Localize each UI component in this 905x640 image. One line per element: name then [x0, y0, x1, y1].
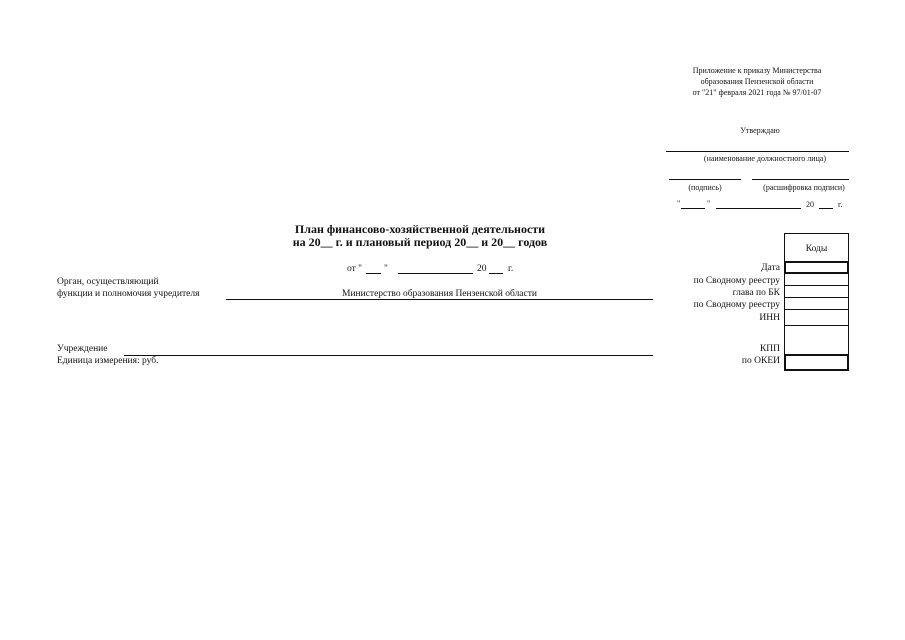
unit-label: Единица измерения: руб.	[57, 356, 159, 366]
date-prefix: от "	[347, 264, 363, 274]
approval-year-suffix: г.	[838, 200, 843, 209]
date-year-line	[489, 273, 503, 274]
date-year-suffix: г.	[508, 264, 514, 274]
date-year-prefix: 20	[477, 264, 487, 274]
approval-month-line	[716, 208, 801, 209]
approval-date-quote-close: "	[707, 199, 711, 208]
appendix-line-1: Приложение к приказу Министерства	[692, 66, 822, 75]
code-cell-inn[interactable]	[784, 309, 849, 326]
date-day-line	[366, 273, 381, 274]
consolidated-registry-label-2: по Сводному реестру	[693, 300, 780, 310]
approval-year-prefix: 20	[806, 200, 814, 209]
official-name-line	[666, 151, 849, 152]
consolidated-registry-label-1: по Сводному реестру	[693, 276, 780, 286]
official-name-caption: (наименование должностного лица)	[703, 154, 827, 163]
organ-label-line-2: функции и полномочия учредителя	[57, 289, 200, 299]
approval-day-line	[681, 208, 705, 209]
institution-underline	[124, 355, 653, 356]
signature-decoding-line	[752, 179, 849, 180]
inn-label: ИНН	[759, 313, 780, 323]
bk-head-label: глава по БК	[732, 288, 780, 298]
approval-year-line	[819, 208, 833, 209]
signature-caption: (подпись)	[688, 183, 722, 192]
organ-underline	[226, 299, 653, 300]
date-quote-close: "	[384, 264, 388, 274]
signature-decoding-caption: (расшифровка подписи)	[763, 183, 845, 192]
code-cell-okei[interactable]	[784, 354, 849, 371]
date-month-line	[398, 273, 473, 274]
date-code-label: Дата	[761, 263, 780, 273]
appendix-line-2: образования Пензенской области	[700, 77, 814, 86]
institution-label: Учреждение	[57, 344, 108, 354]
document-title-line-1: План финансово-хозяйственной деятельности	[294, 222, 546, 236]
document-title-line-2: на 20__ г. и плановый период 20__ и 20__ годов	[292, 235, 548, 249]
appendix-line-3: от "21" февраля 2021 года № 97/01-07	[692, 88, 822, 97]
organ-value: Министерство образования Пензенской области	[342, 289, 537, 299]
kpp-label: КПП	[759, 344, 780, 354]
approval-date-quote-open: "	[677, 199, 681, 208]
approve-label: Утверждаю	[740, 126, 780, 135]
code-cell-kpp[interactable]	[784, 325, 849, 355]
signature-line	[669, 179, 741, 180]
codes-header: Коды	[805, 244, 828, 254]
okei-label: по ОКЕИ	[741, 356, 780, 366]
organ-label-line-1: Орган, осуществляющий	[57, 277, 159, 287]
codes-header-cell	[784, 233, 849, 262]
